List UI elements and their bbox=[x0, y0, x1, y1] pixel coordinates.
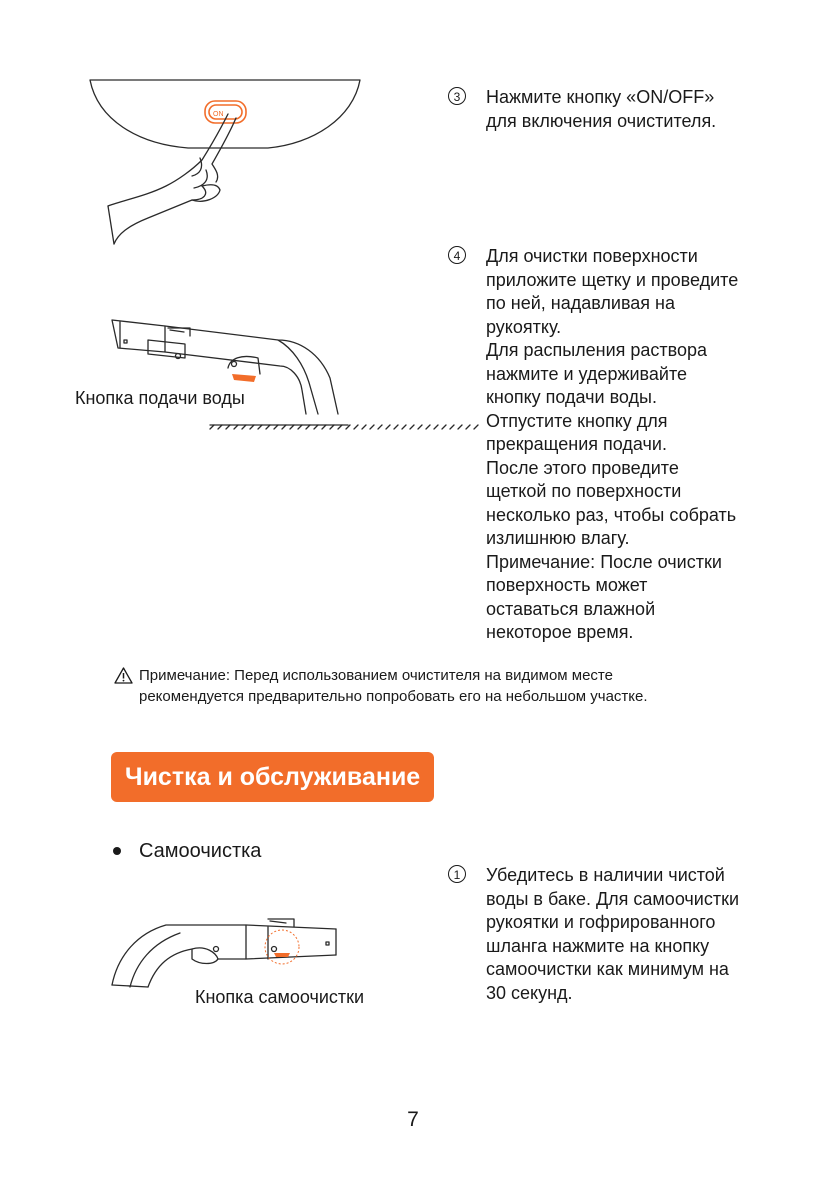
bullet-dot-icon bbox=[113, 847, 121, 855]
page-number: 7 bbox=[407, 1108, 419, 1131]
warning-triangle-icon bbox=[114, 667, 133, 684]
note-text: Примечание: Перед использованием очистителя на видимом месте рекомендуется предварительно попробовать его на небольшом участке. bbox=[139, 667, 648, 705]
step-3 bbox=[448, 86, 778, 133]
step-number: 3 bbox=[448, 87, 466, 105]
step-1 bbox=[448, 864, 778, 1005]
bullet-label: Самоочистка bbox=[139, 840, 262, 862]
step-4 bbox=[448, 245, 778, 645]
section-title: Чистка и обслуживание bbox=[111, 752, 434, 802]
step-4-text: Для очистки поверхности приложите щетку и проведите по ней, надавливая на рукоятку. Для распыления раствора нажмите и удерживайте кнопку подачи воды. Отпустите кнопку для прекращения подачи. После этого проведите щеткой по поверхности несколько раз, чтобы собрать излишнюю влагу. Примечание: После очистки поверхность может оставаться влажной некоторое время. bbox=[486, 246, 739, 642]
self-clean-illustration bbox=[108, 915, 340, 993]
step-number: 4 bbox=[448, 246, 466, 264]
power-button-illustration bbox=[88, 78, 363, 248]
step-number: 1 bbox=[448, 865, 466, 883]
step-1-text: Убедитесь в наличии чистой воды в баке. Для самоочистки рукоятки и гофрированного шланга нажмите на кнопку самоочистки как минимум на 30 секунд. bbox=[486, 865, 740, 1003]
self-clean-bullet bbox=[113, 839, 261, 863]
self-clean-caption: Кнопка самоочистки bbox=[195, 987, 365, 1007]
water-button-caption: Кнопка подачи воды bbox=[75, 388, 245, 408]
step-3-text: Нажмите кнопку «ON/OFF» для включения очистителя. bbox=[486, 87, 717, 131]
usage-note bbox=[114, 666, 754, 707]
svg-text:ON: ON bbox=[213, 111, 224, 118]
water-button-illustration bbox=[110, 318, 355, 430]
